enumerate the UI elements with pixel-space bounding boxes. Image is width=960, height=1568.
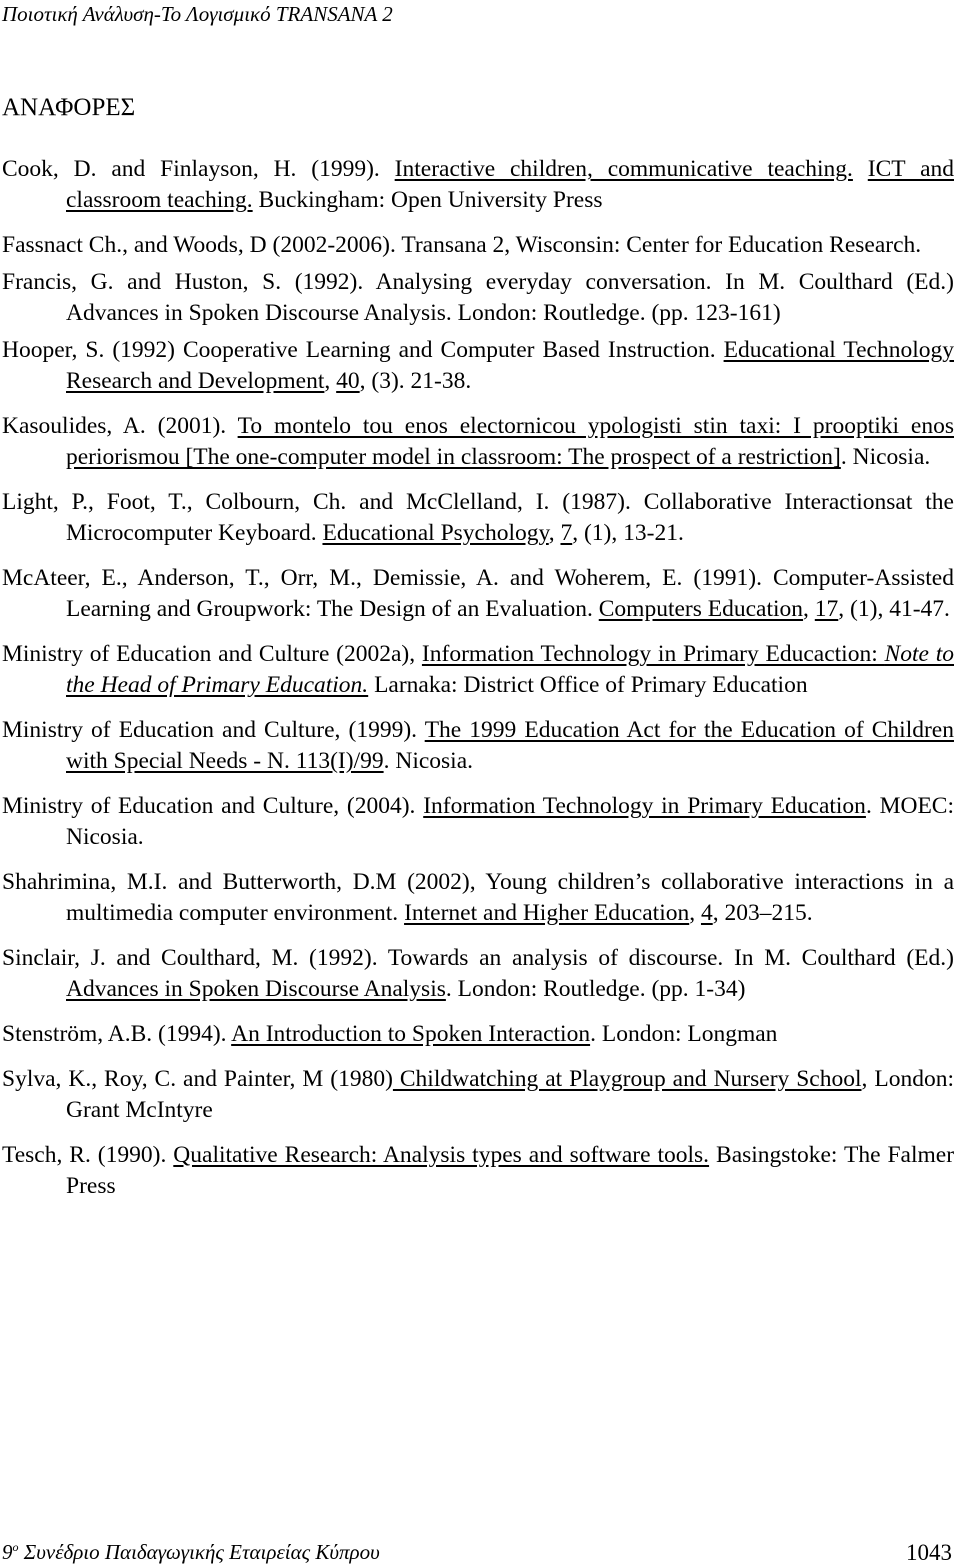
reference-text: Ministry of Education and Culture, (1999).: [2, 717, 425, 743]
reference-entry: [2, 154, 954, 216]
reference-text: . Nicosia.: [840, 444, 931, 470]
reference-text: Qualitative Research: Analysis types and software tools.: [173, 1142, 710, 1168]
reference-entry: [2, 639, 954, 701]
reference-entry: [2, 335, 954, 397]
reference-entry: [2, 411, 954, 473]
reference-text: ,: [548, 520, 561, 546]
footer-ordinal: 9: [2, 1540, 13, 1564]
reference-entry: [2, 267, 954, 329]
reference-entry: [2, 563, 954, 625]
page-header: Ποιοτική Ανάλυση-Το Λογισμικό TRANSANA 2: [2, 2, 393, 26]
reference-text: 40: [336, 368, 360, 394]
reference-text: Information Technology in Primary Educaction:: [421, 641, 885, 667]
reference-text: , London: Grant McIntyre: [66, 1066, 954, 1123]
reference-text: Fassnact Ch., and Woods, D (2002-2006). Transana 2, Wisconsin: Center for Education Research.: [2, 232, 922, 258]
reference-text: ,: [803, 596, 815, 622]
reference-text: Sinclair, J. and Coulthard, M. (1992). Towards an analysis of discourse. In M. Coulthard (Ed.): [2, 945, 954, 971]
reference-text: An Introduction to Spoken Interaction: [231, 1021, 591, 1047]
references-heading: ΑΝΑΦΟΡΕΣ: [2, 94, 136, 121]
reference-text: Hooper, S. (1992) Cooperative Learning and Computer Based Instruction.: [2, 337, 724, 363]
reference-text: ,: [689, 900, 701, 926]
reference-text: Ministry of Education and Culture, (2004).: [2, 793, 424, 819]
reference-text: [853, 156, 868, 182]
reference-text: Educational Psychology: [322, 520, 549, 546]
reference-text: ICT and classroom teaching.: [66, 156, 954, 213]
reference-text: Stenström, A.B. (1994).: [2, 1021, 232, 1047]
reference-text: Larnaka: District Office of Primary Education: [368, 672, 808, 698]
reference-text: Buckingham: Open University Press: [252, 187, 603, 213]
reference-text: , (1), 41-47.: [838, 596, 950, 622]
reference-text: Sylva, K., Roy, C. and Painter, M (1980): [2, 1066, 393, 1092]
reference-text: Internet and Higher Education: [404, 900, 690, 926]
reference-text: Interactive children, communicative teaching.: [394, 156, 853, 182]
reference-entry: [2, 715, 954, 777]
reference-text: Computers Education: [598, 596, 804, 622]
reference-text: , (1), 13-21.: [572, 520, 684, 546]
reference-text: . London: Longman: [590, 1021, 778, 1047]
reference-text: Shahrimina, M.I. and Butterworth, D.M (2002), Young children’s collaborative interactions in a multimedia computer environment.: [2, 869, 954, 926]
reference-text: To montelo tou enos electornicou ypologisti stin taxi: I prooptiki enos periorismou [The one-computer model in classroom: The prospect of a restriction]: [66, 413, 954, 470]
reference-entry: [2, 1064, 954, 1126]
reference-text: Childwatching at Playgroup and Nursery School: [392, 1066, 862, 1092]
reference-text: Cook, D. and Finlayson, H. (1999).: [2, 156, 395, 182]
reference-text: . MOEC: Nicosia.: [66, 793, 954, 850]
page-number: 1043: [906, 1540, 952, 1565]
reference-entry: [2, 487, 954, 549]
footer-ordinal-suffix: ο: [12, 1540, 19, 1554]
reference-text: . Nicosia.: [383, 748, 474, 774]
footer-conference: [2, 1540, 380, 1565]
reference-text: 7: [560, 520, 573, 546]
reference-text: Ministry of Education and Culture (2002a),: [2, 641, 422, 667]
reference-entry: [2, 230, 954, 261]
footer-conference-name: Συνέδριο Παιδαγωγικής Εταιρείας Κύπρου: [18, 1540, 380, 1564]
reference-text: 4: [700, 900, 713, 926]
reference-text: 17: [814, 596, 839, 622]
references-list: [2, 154, 954, 1216]
reference-entry: [2, 1140, 954, 1202]
reference-entry: [2, 791, 954, 853]
reference-entry: [2, 943, 954, 1005]
reference-text: Educational Technology Research and Development: [66, 337, 954, 394]
reference-entry: [2, 1019, 954, 1050]
reference-text: Advances in Spoken Discourse Analysis: [66, 976, 446, 1002]
reference-text: Kasoulides, A. (2001).: [2, 413, 238, 439]
reference-text: Information Technology in Primary Education: [423, 793, 866, 819]
reference-text: Tesch, R. (1990).: [2, 1142, 174, 1168]
reference-text: Francis, G. and Huston, S. (1992). Analysing everyday conversation. In M. Coulthard (Ed.) Advances in Spoken Discourse Analysis. London: Routledge. (pp. 123-161): [2, 269, 954, 326]
reference-entry: [2, 867, 954, 929]
reference-text: . London: Routledge. (pp. 1-34): [445, 976, 746, 1002]
reference-text: McAteer, E., Anderson, T., Orr, M., Demissie, A. and Woherem, E. (1991). Computer-Assisted Learning and Groupwork: The Design of an Evaluation.: [2, 565, 954, 622]
reference-text: , 203–215.: [712, 900, 813, 926]
reference-text: ,: [324, 368, 337, 394]
reference-text: The 1999 Education Act for the Education of Children with Special Needs - N. 113(I)/99: [66, 717, 954, 774]
reference-text: Light, P., Foot, T., Colbourn, Ch. and McClelland, I. (1987). Collaborative Interactionsat the Microcomputer Keyboard.: [2, 489, 954, 546]
reference-text: , (3). 21-38.: [359, 368, 472, 394]
reference-text: Basingstoke: The Falmer Press: [66, 1142, 955, 1199]
reference-text: Note to the Head of Primary Education.: [66, 641, 954, 698]
